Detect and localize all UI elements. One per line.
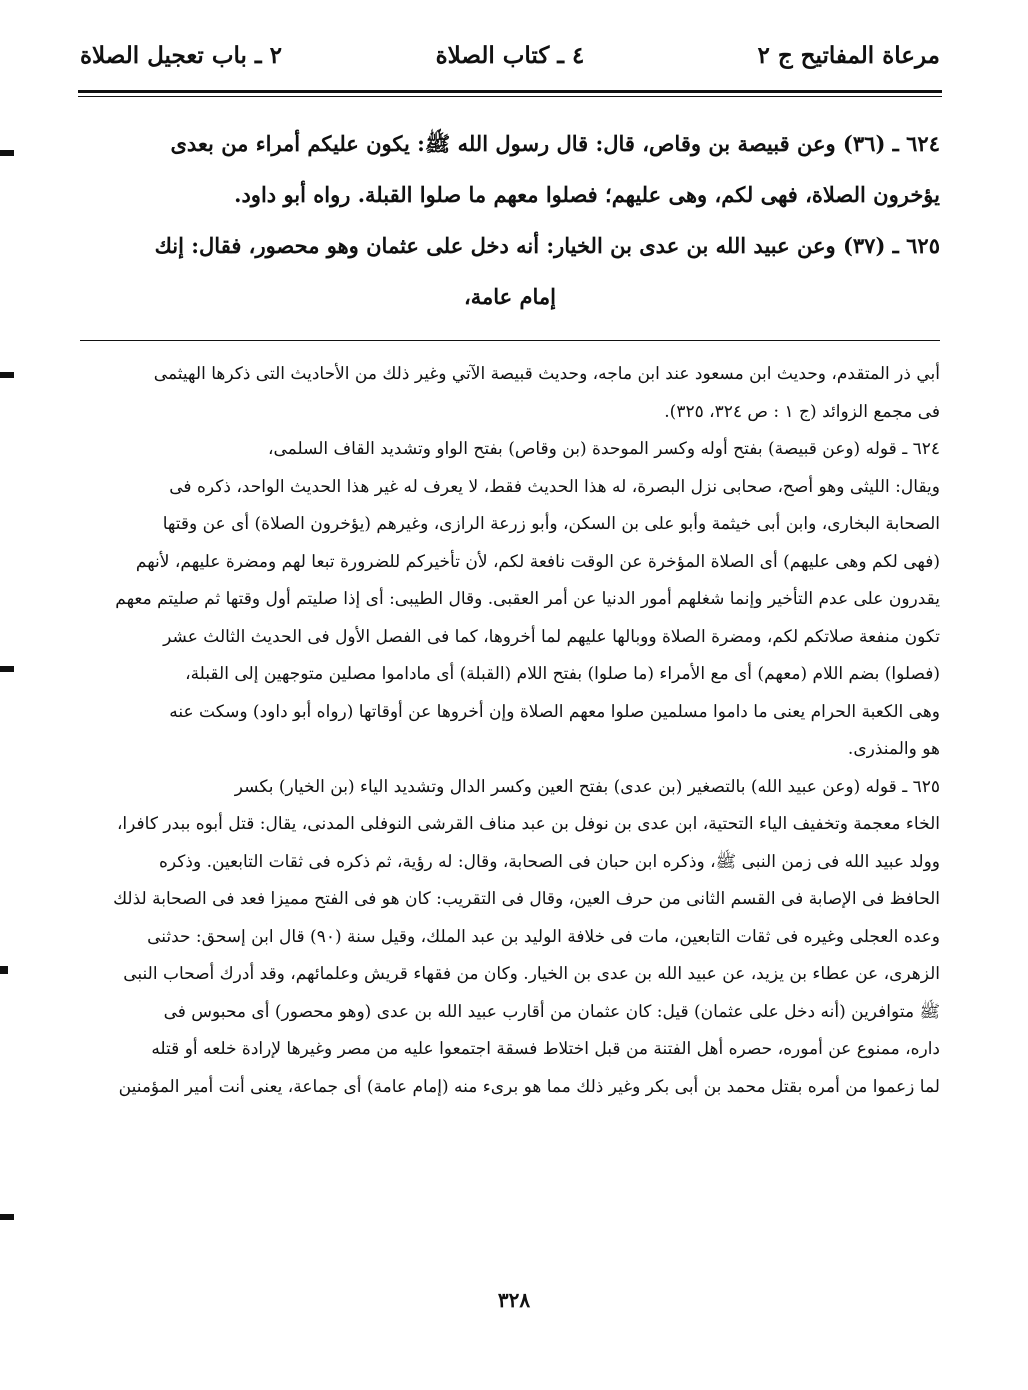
margin-mark bbox=[0, 1214, 14, 1220]
commentary-line: هو والمنذرى. bbox=[847, 739, 940, 759]
hadith-line: يؤخرون الصلاة، فهى لكم، وهى عليهم؛ فصلوا معهم ما صلوا القبلة. رواه أبو داود. bbox=[234, 182, 940, 207]
commentary-line: وهى الكعبة الحرام يعنى ما داموا مسلمين صلوا معهم الصلاة وإن أخروها عن أوقاتها (رواه أبو داود) وسكت عنه bbox=[169, 701, 940, 722]
commentary-line: وعده العجلى وغيره فى ثقات التابعين، مات فى خلافة الوليد بن عبد الملك، وقيل سنة (٩٠) قال ابن إسحق: حدثنى bbox=[147, 926, 940, 947]
header-chapter-title: ٤ ـ كتاب الصلاة bbox=[435, 42, 585, 69]
hadith-main-text bbox=[80, 118, 940, 322]
commentary-line: أبي ذر المتقدم، وحديث ابن مسعود عند ابن ماجه، وحديث قبيصة الآتي وغير ذلك من الأحاديث التى ذكرها الهيثمى bbox=[153, 364, 940, 384]
header-rule-thin bbox=[78, 96, 942, 97]
running-header bbox=[80, 36, 940, 84]
header-section-title: ٢ ـ باب تعجيل الصلاة bbox=[80, 42, 283, 69]
commentary-line: (فصلوا) بضم اللام (معهم) أى مع الأمراء (ما صلوا) بفتح اللام (القبلة) أى ماداموا مصلين متوجهين إلى القبلة، bbox=[185, 664, 940, 684]
commentary-line: داره، ممنوع عن أموره، حصره أهل الفتنة من قبل اختلاط فسقة اجتمعوا عليه من مصر وغيرها لإرادة خلعه أو قتله bbox=[151, 1039, 940, 1059]
commentary-line: ٦٢٥ ـ قوله (وعن عبيد الله) بالتصغير (بن عدى) بفتح العين وكسر الدال وتشديد الياء (بن الخيار) بكسر bbox=[234, 776, 940, 797]
commentary-line: الخاء معجمة وتخفيف الياء التحتية، ابن عدى بن نوفل بن عبد مناف القرشى النوفلى المدنى، يقال: قتل أبوه ببدر كافرا، bbox=[116, 814, 940, 834]
commentary-line: وولد عبيد الله فى زمن النبى ﷺ، وذكره ابن حبان فى الصحابة، وقال: له رؤية، ثم ذكره فى ثقات التابعين. وذكره bbox=[159, 851, 940, 872]
header-rule bbox=[78, 90, 942, 93]
commentary-line: الحافظ فى الإصابة فى القسم الثانى من حرف العين، وقال فى التقريب: كان هو فى الفتح مميزا فعد فى الصحابة لذلك bbox=[113, 889, 940, 909]
commentary-line: ٦٢٤ ـ قوله (وعن قبيصة) بفتح أوله وكسر الموحدة (بن وقاص) بفتح الواو وتشديد القاف السلمى، bbox=[267, 439, 940, 459]
margin-mark bbox=[0, 372, 14, 378]
margin-mark bbox=[0, 966, 8, 974]
hadith-line: ٦٢٥ ـ (٣٧) وعن عبيد الله بن عدى بن الخيار: أنه دخل على عثمان وهو محصور، فقال: إنك bbox=[154, 233, 940, 258]
commentary-line: تكون منفعة صلاتكم لكم، ومضرة الصلاة ووبالها عليهم لما أخروها، كما فى الفصل الأول فى الحديث الثالث عشر bbox=[163, 626, 940, 647]
commentary-line: (فهى لكم وهى عليهم) أى الصلاة المؤخرة عن الوقت نافعة لكم، لأن تأخيركم للضرورة تبعا لهم ومضرة عليهم، لأنهم bbox=[135, 551, 940, 572]
commentary-line: ﷺ متوافرين (أنه دخل على عثمان) قيل: كان عثمان من أقارب عبيد الله بن عدى (وهو محصور) أى محبوس فى bbox=[163, 1001, 940, 1022]
commentary-section bbox=[80, 356, 940, 1106]
commentary-line: لما زعموا من أمره بقتل محمد بن أبى بكر وغير ذلك مما هو برىء منه (إمام عامة) أى جماعة، يعنى أنت أمير المؤمنين bbox=[118, 1076, 940, 1097]
text-separator-rule bbox=[80, 340, 940, 341]
commentary-line: ويقال: الليثى وهو أصح، صحابى نزل البصرة، له هذا الحديث فقط، لا يعرف له غير هذا الحديث الواحد، ذكره فى bbox=[169, 476, 940, 497]
hadith-line: ٦٢٤ ـ (٣٦) وعن قبيصة بن وقاص، قال: قال رسول الله ﷺ: يكون عليكم أمراء من بعدى bbox=[170, 131, 940, 156]
commentary-line: يقدرون على عدم التأخير وإنما شغلهم أمور الدنيا عن أمر العقبى. وقال الطيبى: أى إذا صليتم أول وقتها ثم صليتم معهم bbox=[115, 589, 940, 609]
margin-mark bbox=[0, 150, 14, 156]
commentary-line: فى مجمع الزوائد (ج ١ : ص ٣٢٤، ٣٢٥). bbox=[664, 401, 940, 422]
margin-mark bbox=[0, 666, 14, 672]
commentary-line: الزهرى، عن عطاء بن يزيد، عن عبيد الله بن عدى بن الخيار. وكان من فقهاء قريش وعلمائهم، وقد أدرك أصحاب النبى bbox=[123, 964, 940, 984]
commentary-line: الصحابة البخارى، وابن أبى خيثمة وأبو على بن السكن، وأبو زرعة الرازى، وغيرهم (يؤخرون الصلاة) أى عن وقتها bbox=[162, 514, 940, 534]
hadith-line: إمام عامة، bbox=[463, 284, 556, 309]
page-number: ٣٢٨ bbox=[497, 1288, 531, 1312]
header-book-title: مرعاة المفاتيح ج ٢ bbox=[757, 42, 940, 69]
